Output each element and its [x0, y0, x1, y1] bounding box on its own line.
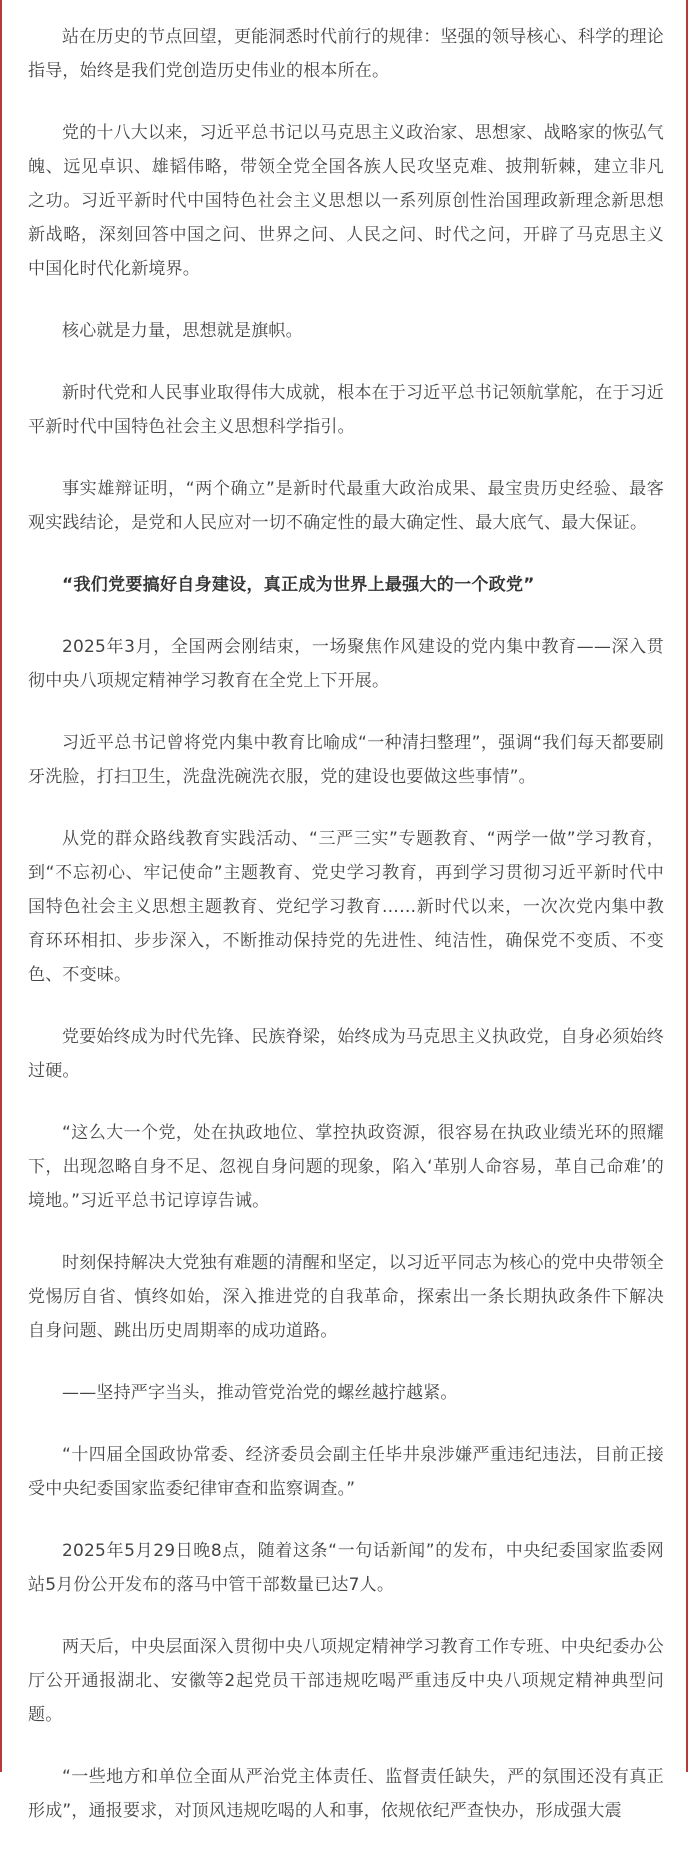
- article-paragraph: 党要始终成为时代先锋、民族脊梁，始终成为马克思主义执政党，自身必须始终过硬。: [28, 1027, 664, 1081]
- article-paragraph: 事实雄辩证明，“两个确立”是新时代最重大政治成果、最宝贵历史经验、最客观实践结论，是党和人民应对一切不确定性的最大确定性、最大底气、最大保证。: [28, 479, 664, 533]
- article-paragraph: 新时代党和人民事业取得伟大成就，根本在于习近平总书记领航掌舵，在于习近平新时代中国特色社会主义思想科学指引。: [28, 383, 664, 437]
- article-paragraph: 2025年5月29日晚8点，随着这条“一句话新闻”的发布，中央纪委国家监委网站5月份公开发布的落马中管干部数量已达7人。: [28, 1541, 664, 1595]
- article-paragraph: 习近平总书记曾将党内集中教育比喻成“一种清扫整理”，强调“我们每天都要刷牙洗脸，打扫卫生，洗盘洗碗洗衣服，党的建设也要做这些事情”。: [28, 733, 664, 787]
- article-paragraph: 时刻保持解决大党独有难题的清醒和坚定，以习近平同志为核心的党中央带领全党惕厉自省、慎终如始，深入推进党的自我革命，探索出一条长期执政条件下解决自身问题、跳出历史周期率的成功道路。: [28, 1253, 664, 1341]
- article-body: [28, 20, 664, 1856]
- article-paragraph: 2025年3月，全国两会刚结束，一场聚焦作风建设的党内集中教育——深入贯彻中央八项规定精神学习教育在全党上下开展。: [28, 637, 664, 691]
- article-paragraph: 站在历史的节点回望，更能洞悉时代前行的规律：坚强的领导核心、科学的理论指导，始终是我们党创造历史伟业的根本所在。: [28, 27, 664, 81]
- section-heading: “我们党要搞好自身建设，真正成为世界上最强大的一个政党”: [62, 575, 535, 595]
- article-paragraph: “一些地方和单位全面从严治党主体责任、监督责任缺失，严的氛围还没有真正形成”，通报要求，对顶风违规吃喝的人和事，依规依纪严查快办，形成强大震: [28, 1767, 664, 1821]
- article-paragraph: ——坚持严字当头，推动管党治党的螺丝越拧越紧。: [62, 1383, 458, 1403]
- article-paragraph: “十四届全国政协常委、经济委员会副主任毕井泉涉嫌严重违纪违法，目前正接受中央纪委国家监委纪律审查和监察调查。”: [28, 1445, 664, 1499]
- article-paragraph: 从党的群众路线教育实践活动、“三严三实”专题教育、“两学一做”学习教育，到“不忘初心、牢记使命”主题教育、党史学习教育，再到学习贯彻习近平新时代中国特色社会主义思想主题教育、党纪学习教育……新时代以来，一次次党内集中教育环环相扣、步步深入，不断推动保持党的先进性、纯洁性，确保党不变质、不变色、不变味。: [28, 829, 664, 985]
- article-paragraph: 核心就是力量，思想就是旗帜。: [62, 321, 303, 341]
- article-paragraph: 两天后，中央层面深入贯彻中央八项规定精神学习教育工作专班、中央纪委办公厅公开通报湖北、安徽等2起党员干部违规吃喝严重违反中央八项规定精神典型问题。: [28, 1637, 664, 1725]
- article-paragraph: “这么大一个党，处在执政地位、掌控执政资源，很容易在执政业绩光环的照耀下，出现忽略自身不足、忽视自身问题的现象，陷入‘革别人命容易，革自己命难’的境地。”习近平总书记谆谆告诫。: [28, 1123, 664, 1211]
- article-paragraph: 党的十八大以来，习近平总书记以马克思主义政治家、思想家、战略家的恢弘气魄、远见卓识、雄韬伟略，带领全党全国各族人民攻坚克难、披荆斩棘，建立非凡之功。习近平新时代中国特色社会主义思想以一系列原创性治国理政新理念新思想新战略，深刻回答中国之问、世界之问、人民之问、时代之问，开辟了马克思主义中国化时代化新境界。: [28, 123, 664, 279]
